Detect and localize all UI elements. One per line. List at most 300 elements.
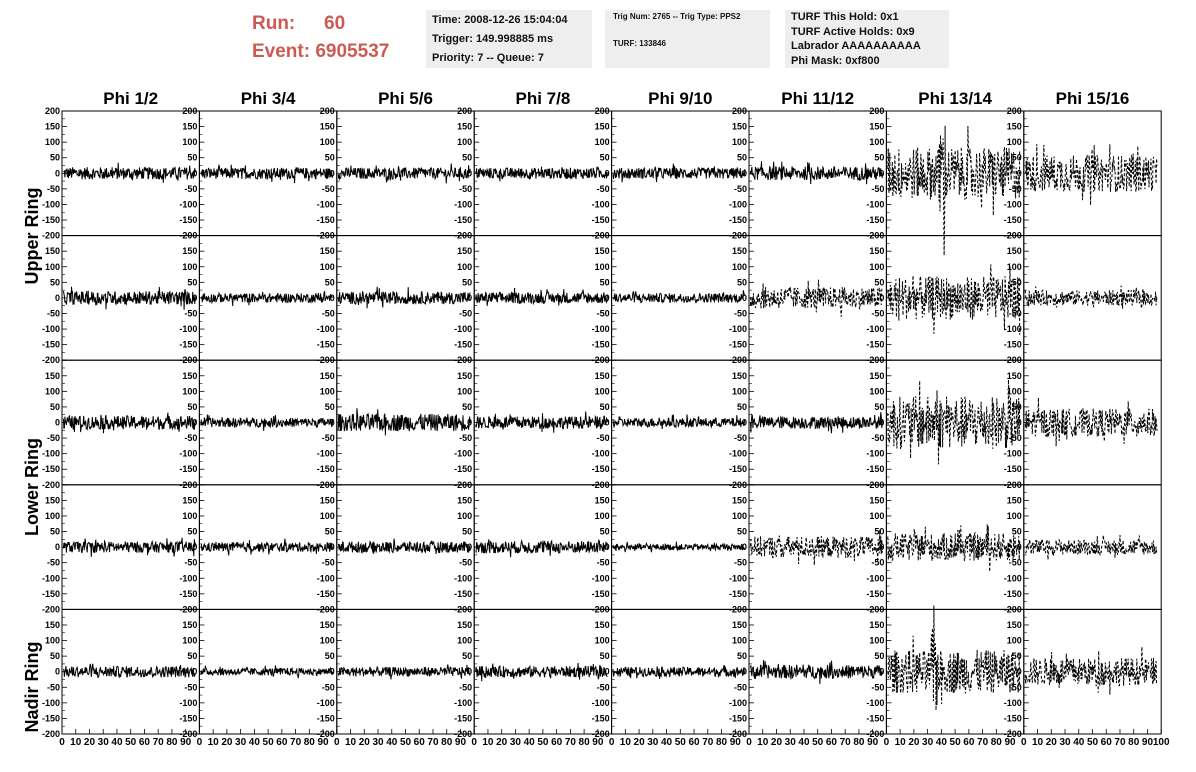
y-tick-label: -150 — [179, 339, 198, 350]
x-tick-label: 20 — [221, 737, 233, 748]
waveform-trace — [613, 164, 745, 183]
x-tick-label: 0 — [471, 737, 477, 748]
y-tick-label: 200 — [594, 106, 610, 116]
y-tick-label: 100 — [44, 137, 60, 148]
y-tick-label: 150 — [594, 370, 610, 381]
y-tick-label: 200 — [319, 106, 335, 116]
y-tick-label: -100 — [179, 199, 198, 210]
y-tick-label: -200 — [728, 355, 747, 366]
y-tick-label: 50 — [874, 651, 885, 662]
y-tick-label: -200 — [1003, 604, 1022, 615]
y-tick-label: -50 — [46, 557, 60, 568]
y-tick-label: 150 — [182, 619, 198, 630]
x-tick-label: 20 — [633, 737, 645, 748]
y-tick-label: -150 — [591, 713, 610, 724]
waveform-trace — [750, 161, 885, 184]
y-tick-label: 0 — [741, 542, 747, 553]
y-tick-label: 50 — [462, 152, 473, 163]
y-tick-label: 150 — [182, 246, 198, 257]
y-tick-label: -100 — [41, 573, 60, 584]
y-tick-label: -50 — [459, 682, 473, 693]
y-tick-label: -150 — [866, 339, 885, 350]
y-tick-label: -50 — [459, 308, 473, 319]
y-tick-label: -100 — [866, 199, 885, 210]
x-tick-label: 80 — [166, 737, 178, 748]
y-tick-label: 0 — [54, 417, 60, 428]
ring-label: Lower Ring — [22, 438, 42, 536]
y-tick-label: -100 — [179, 448, 198, 459]
y-tick-label: 50 — [1011, 651, 1022, 662]
y-tick-label: 100 — [731, 137, 747, 148]
waveform-trace — [1025, 647, 1157, 695]
y-tick-label: -50 — [733, 308, 747, 319]
y-tick-label: -100 — [1003, 199, 1022, 210]
trig-num-text: Trig Num: 2765 -- Trig Type: PPS2 — [613, 12, 741, 21]
y-tick-label: -200 — [591, 479, 610, 490]
y-tick-label: 50 — [1011, 152, 1022, 163]
y-tick-label: -150 — [866, 588, 885, 599]
y-tick-label: 100 — [869, 510, 885, 521]
y-tick-label: -50 — [321, 557, 335, 568]
y-tick-label: -50 — [596, 183, 610, 194]
y-tick-label: 100 — [182, 510, 198, 521]
y-tick-label: 200 — [731, 106, 747, 116]
y-tick-label: 0 — [329, 168, 335, 179]
y-tick-label: 50 — [324, 401, 335, 412]
y-tick-label: -100 — [728, 697, 747, 708]
y-tick-label: -150 — [179, 588, 198, 599]
y-tick-label: 0 — [467, 417, 473, 428]
y-tick-label: 50 — [599, 152, 610, 163]
event-value: 6905537 — [315, 41, 390, 62]
column-header: Phi 15/16 — [1055, 89, 1130, 108]
y-tick-label: 100 — [594, 386, 610, 397]
waveform-trace — [1025, 535, 1157, 560]
y-tick-label: 100 — [182, 261, 198, 272]
x-tick-label: 40 — [798, 737, 810, 748]
y-tick-label: 50 — [1011, 277, 1022, 288]
x-tick-label: 70 — [564, 737, 576, 748]
x-tick-label: 0 — [746, 737, 752, 748]
y-tick-label: 100 — [44, 386, 60, 397]
y-tick-label: 150 — [457, 121, 473, 132]
x-tick-label: 90 — [454, 737, 467, 748]
y-tick-label: 50 — [49, 277, 60, 288]
y-tick-label: -150 — [41, 215, 60, 226]
waveform-trace — [888, 606, 1020, 711]
y-tick-label: 150 — [594, 121, 610, 132]
waveform-trace — [476, 412, 608, 433]
waveform-trace — [63, 163, 198, 183]
x-tick-label: 30 — [647, 737, 659, 748]
y-tick-label: 150 — [182, 370, 198, 381]
y-tick-label: 50 — [462, 651, 473, 662]
y-tick-label: 150 — [44, 495, 60, 506]
y-tick-label: -50 — [733, 433, 747, 444]
y-tick-label: 150 — [457, 370, 473, 381]
x-tick-label: 60 — [138, 737, 151, 748]
turf-text: TURF: 133846 — [613, 39, 666, 48]
y-tick-label: -50 — [459, 433, 473, 444]
y-tick-label: 100 — [44, 510, 60, 521]
x-tick-label: 50 — [262, 737, 274, 748]
y-tick-label: -100 — [454, 697, 473, 708]
y-tick-label: -200 — [591, 230, 610, 241]
y-tick-label: -100 — [316, 697, 335, 708]
x-tick-label: 50 — [949, 737, 961, 748]
y-tick-label: 0 — [879, 542, 885, 553]
x-tick-label: 60 — [276, 737, 288, 748]
y-tick-label: -100 — [454, 199, 473, 210]
y-tick-label: 100 — [457, 510, 473, 521]
x-tick-label: 30 — [509, 737, 521, 748]
x-tick-label: 0 — [883, 737, 890, 748]
y-tick-label: 50 — [874, 277, 885, 288]
x-tick-label: 50 — [537, 737, 549, 748]
y-tick-label: 150 — [182, 495, 198, 506]
y-tick-label: -200 — [41, 355, 60, 366]
y-tick-label: 50 — [736, 401, 747, 412]
x-tick-label: 60 — [825, 737, 838, 748]
y-tick-label: -50 — [46, 308, 60, 319]
x-tick-label: 10 — [757, 737, 769, 748]
y-tick-label: 0 — [192, 292, 198, 303]
trigger-text: Trigger: 149.998885 ms — [432, 33, 554, 45]
x-tick-label: 0 — [334, 737, 340, 748]
y-tick-label: 150 — [731, 495, 747, 506]
x-tick-label: 40 — [386, 737, 398, 748]
y-tick-label: 0 — [604, 417, 610, 428]
y-tick-label: -200 — [454, 729, 473, 739]
y-tick-label: -100 — [728, 324, 747, 335]
x-tick-label: 20 — [358, 737, 370, 748]
y-tick-label: -150 — [728, 588, 747, 599]
y-tick-label: -100 — [591, 697, 610, 708]
y-tick-label: 100 — [319, 386, 335, 397]
y-tick-label: -100 — [728, 448, 747, 459]
y-tick-label: 0 — [1016, 417, 1022, 428]
y-tick-label: -200 — [728, 729, 747, 739]
y-tick-label: 0 — [467, 666, 473, 677]
x-tick-label: 60 — [963, 737, 975, 748]
y-tick-label: 50 — [324, 526, 335, 537]
waveform-trace — [201, 291, 333, 306]
y-tick-label: 0 — [329, 666, 335, 677]
y-tick-label: -50 — [1008, 433, 1022, 444]
x-tick-label: 0 — [1021, 737, 1027, 748]
x-tick-label: 70 — [427, 737, 439, 748]
y-tick-label: -100 — [591, 448, 610, 459]
x-tick-label: 90 — [729, 737, 741, 748]
x-tick-label: 20 — [908, 737, 920, 748]
y-tick-label: -150 — [41, 713, 60, 724]
x-tick-label: 30 — [235, 737, 247, 748]
x-tick-label: 30 — [97, 737, 109, 748]
x-tick-label: 40 — [248, 737, 260, 748]
y-tick-label: -200 — [728, 230, 747, 241]
y-tick-label: -200 — [1003, 230, 1022, 241]
y-tick-label: -100 — [1003, 573, 1022, 584]
y-tick-label: 200 — [457, 106, 473, 116]
y-tick-label: 0 — [192, 417, 198, 428]
x-tick-label: 90 — [1141, 737, 1154, 748]
x-tick-label: 50 — [1086, 737, 1099, 748]
y-tick-label: 150 — [869, 370, 885, 381]
waveform-trace — [750, 412, 885, 433]
priority-text: Priority: 7 -- Queue: 7 — [432, 52, 544, 64]
x-tick-label: 10 — [482, 737, 494, 748]
y-tick-label: 0 — [54, 542, 60, 553]
y-tick-label: 0 — [879, 666, 885, 677]
waveform-trace — [201, 665, 333, 678]
y-tick-label: 150 — [594, 619, 610, 630]
y-tick-label: -200 — [41, 479, 60, 490]
y-tick-label: -100 — [41, 448, 60, 459]
y-tick-label: 100 — [319, 137, 335, 148]
y-tick-label: 150 — [457, 619, 473, 630]
y-tick-label: -200 — [179, 729, 198, 739]
x-tick-label: 10 — [619, 737, 631, 748]
y-tick-label: -100 — [591, 573, 610, 584]
y-tick-label: -200 — [866, 355, 885, 366]
x-tick-label: 70 — [839, 737, 851, 748]
y-tick-label: -200 — [866, 604, 885, 615]
y-tick-label: 200 — [1006, 106, 1022, 116]
x-tick-label: 0 — [59, 737, 65, 748]
x-tick-label: 80 — [715, 737, 728, 748]
y-tick-label: -100 — [591, 324, 610, 335]
waveform-trace — [476, 539, 608, 557]
y-tick-label: -150 — [316, 464, 335, 475]
y-tick-label: -50 — [733, 183, 747, 194]
y-tick-label: 150 — [1006, 495, 1022, 506]
x-tick-label: 70 — [152, 737, 164, 748]
y-tick-label: 50 — [187, 651, 198, 662]
y-tick-label: -150 — [41, 464, 60, 475]
y-tick-label: 150 — [44, 246, 60, 257]
y-tick-label: -150 — [179, 215, 198, 226]
y-tick-label: -150 — [179, 464, 198, 475]
x-tick-label: 10 — [207, 737, 219, 748]
y-tick-label: -50 — [733, 557, 747, 568]
waveform-trace — [476, 167, 608, 182]
x-tick-label: 20 — [770, 737, 783, 748]
y-tick-label: 50 — [599, 651, 610, 662]
y-tick-label: -100 — [41, 324, 60, 335]
waveform-trace — [63, 664, 198, 678]
x-tick-label: 80 — [303, 737, 315, 748]
y-tick-label: 0 — [1016, 666, 1022, 677]
y-tick-label: 50 — [187, 401, 198, 412]
y-tick-label: -150 — [728, 713, 747, 724]
y-tick-label: -150 — [41, 588, 60, 599]
y-tick-label: -50 — [459, 557, 473, 568]
y-tick-label: 150 — [457, 246, 473, 257]
y-tick-label: -100 — [316, 573, 335, 584]
y-tick-label: -50 — [46, 682, 60, 693]
y-tick-label: 50 — [324, 277, 335, 288]
y-tick-label: -100 — [1003, 324, 1022, 335]
x-tick-label: 30 — [372, 737, 384, 748]
x-tick-label: 40 — [660, 737, 673, 748]
y-tick-label: -50 — [871, 183, 885, 194]
y-tick-label: 100 — [457, 137, 473, 148]
y-tick-label: -200 — [728, 479, 747, 490]
y-tick-label: -50 — [596, 433, 610, 444]
waveform-trace — [63, 413, 198, 434]
column-header: Phi 3/4 — [240, 89, 296, 108]
x-tick-label: 20 — [1045, 737, 1057, 748]
y-tick-label: 0 — [329, 542, 335, 553]
y-tick-label: -200 — [1003, 479, 1022, 490]
y-tick-label: 200 — [44, 106, 60, 116]
y-tick-label: -200 — [41, 729, 60, 739]
x-tick-label: 20 — [83, 737, 96, 748]
x-tick-label: 90 — [317, 737, 329, 748]
x-tick-label: 50 — [399, 737, 412, 748]
y-tick-label: -200 — [179, 604, 198, 615]
y-tick-label: -100 — [316, 199, 335, 210]
y-tick-label: -100 — [866, 324, 885, 335]
y-tick-label: 0 — [329, 417, 335, 428]
x-tick-label: 90 — [180, 737, 192, 748]
y-tick-label: -150 — [316, 713, 335, 724]
y-tick-label: 0 — [741, 168, 747, 179]
y-tick-label: 0 — [192, 542, 198, 553]
y-tick-label: 100 — [1006, 137, 1022, 148]
x-tick-label: 30 — [922, 737, 934, 748]
y-tick-label: 150 — [869, 619, 885, 630]
y-tick-label: 0 — [604, 292, 610, 303]
y-tick-label: -150 — [866, 215, 885, 226]
waveform-trace — [1025, 144, 1157, 205]
y-tick-label: -200 — [316, 479, 335, 490]
y-tick-label: -150 — [1003, 464, 1022, 475]
waveform-trace — [1025, 398, 1157, 447]
x-tick-label: 70 — [977, 737, 989, 748]
y-tick-label: -150 — [454, 339, 473, 350]
y-tick-label: 50 — [599, 277, 610, 288]
x-tick-label: 50 — [812, 737, 824, 748]
y-tick-label: 150 — [731, 619, 747, 630]
y-tick-label: 100 — [869, 261, 885, 272]
run-value: 60 — [324, 13, 346, 34]
y-tick-label: 100 — [869, 386, 885, 397]
y-tick-label: 50 — [599, 526, 610, 537]
column-header: Phi 13/14 — [918, 89, 992, 108]
y-tick-label: -150 — [1003, 588, 1022, 599]
y-tick-label: -50 — [871, 557, 885, 568]
waveform-trace — [613, 290, 745, 303]
waveform-trace — [201, 539, 333, 556]
y-tick-label: -50 — [596, 557, 610, 568]
x-tick-label: 70 — [702, 737, 714, 748]
y-tick-label: 150 — [319, 246, 335, 257]
y-tick-label: -50 — [184, 682, 198, 693]
y-tick-label: -100 — [866, 448, 885, 459]
y-tick-label: 50 — [187, 152, 198, 163]
y-tick-label: -200 — [866, 230, 885, 241]
y-tick-label: 0 — [467, 168, 473, 179]
y-tick-label: 100 — [1006, 261, 1022, 272]
x-tick-label: 50 — [125, 737, 137, 748]
y-tick-label: 100 — [594, 510, 610, 521]
waveform-trace — [63, 538, 198, 557]
x-tick-label: 30 — [784, 737, 796, 748]
y-tick-label: 50 — [187, 526, 198, 537]
y-tick-label: 100 — [1006, 386, 1022, 397]
y-tick-label: -100 — [454, 448, 473, 459]
y-tick-label: 50 — [874, 401, 885, 412]
y-tick-label: -150 — [591, 215, 610, 226]
y-tick-label: -150 — [1003, 339, 1022, 350]
x-tick-label: 10 — [344, 737, 357, 748]
y-tick-label: -200 — [179, 355, 198, 366]
x-tick-label: 50 — [674, 737, 686, 748]
x-tick-label: 100 — [1152, 737, 1170, 748]
y-tick-label: -50 — [321, 183, 335, 194]
y-tick-label: 100 — [869, 137, 885, 148]
y-tick-label: 150 — [1006, 619, 1022, 630]
y-tick-label: -100 — [866, 573, 885, 584]
y-tick-label: 50 — [49, 651, 60, 662]
y-tick-label: -200 — [454, 479, 473, 490]
x-tick-label: 40 — [523, 737, 535, 748]
y-tick-label: 50 — [736, 526, 747, 537]
y-tick-label: 0 — [741, 417, 747, 428]
y-tick-label: -50 — [1008, 682, 1022, 693]
y-tick-label: -50 — [321, 433, 335, 444]
y-tick-label: 0 — [879, 417, 885, 428]
y-tick-label: 100 — [731, 510, 747, 521]
y-tick-label: -200 — [454, 230, 473, 241]
column-header: Phi 1/2 — [103, 89, 159, 108]
y-tick-label: -200 — [866, 729, 885, 739]
column-header: Phi 9/10 — [648, 89, 713, 108]
y-tick-label: 100 — [594, 137, 610, 148]
y-tick-label: -150 — [316, 215, 335, 226]
y-tick-label: -50 — [871, 308, 885, 319]
y-tick-label: 100 — [182, 635, 198, 646]
waveform-trace — [338, 287, 473, 309]
y-tick-label: 100 — [44, 635, 60, 646]
waveform-trace — [338, 408, 473, 435]
y-tick-label: -50 — [1008, 557, 1022, 568]
x-tick-label: 10 — [894, 737, 906, 748]
y-tick-label: -100 — [41, 697, 60, 708]
column-header: Phi 7/8 — [515, 89, 571, 108]
y-tick-label: 50 — [324, 152, 335, 163]
y-tick-label: -150 — [728, 215, 747, 226]
waveform-trace — [888, 380, 1020, 465]
y-tick-label: -50 — [184, 433, 198, 444]
x-tick-label: 10 — [1031, 737, 1044, 748]
y-tick-label: -200 — [591, 729, 610, 739]
y-tick-label: -50 — [46, 433, 60, 444]
y-tick-label: 150 — [44, 121, 60, 132]
labrador-text: Labrador AAAAAAAAAA — [791, 40, 921, 52]
y-tick-label: -100 — [41, 199, 60, 210]
y-tick-label: 50 — [49, 152, 60, 163]
y-tick-label: 100 — [457, 386, 473, 397]
y-tick-label: 100 — [319, 510, 335, 521]
waveform-trace — [613, 665, 745, 679]
y-tick-label: -150 — [1003, 215, 1022, 226]
run-label: Run: — [252, 13, 296, 34]
x-tick-label: 60 — [688, 737, 700, 748]
y-tick-label: 0 — [604, 666, 610, 677]
y-tick-label: 0 — [879, 168, 885, 179]
